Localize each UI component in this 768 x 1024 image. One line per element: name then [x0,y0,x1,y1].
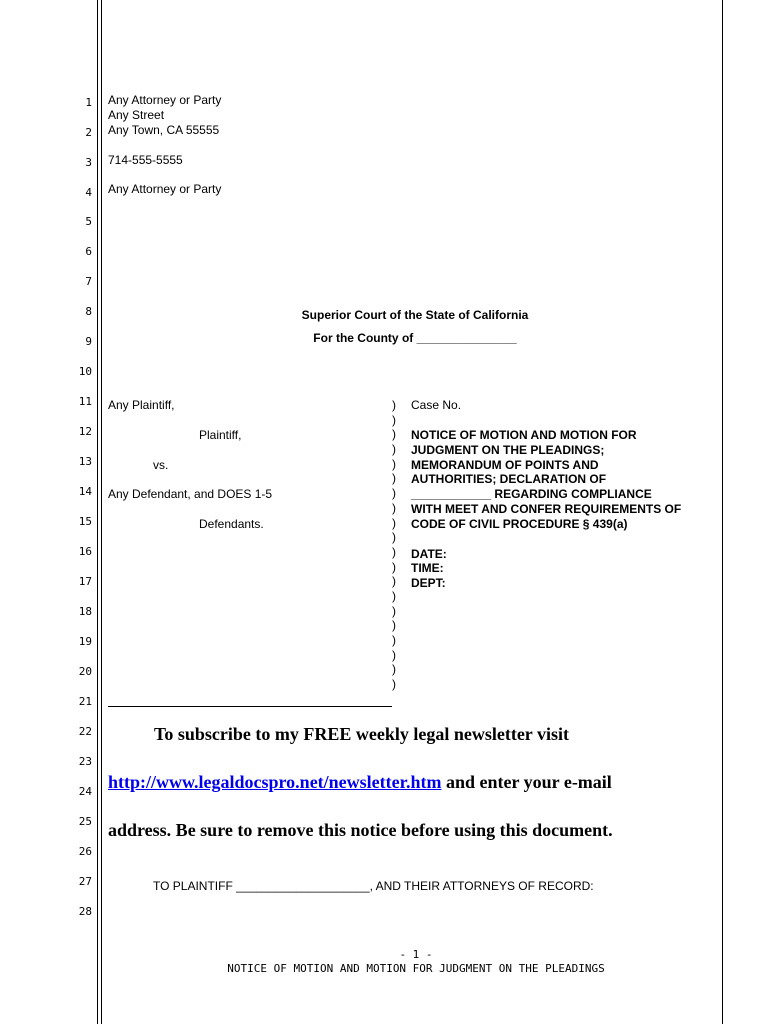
line-number: 20 [78,665,92,678]
attorney-street: Any Street [108,108,165,122]
court-name: Superior Court of the State of California [301,308,529,322]
line-number: 21 [78,695,92,708]
title-line: WITH MEET AND CONFER REQUIREMENTS OF [411,501,682,516]
defendant-role: Defendants. [199,517,264,531]
line-number: 17 [78,575,92,588]
footer-title: NOTICE OF MOTION AND MOTION FOR JUDGMENT ON THE PLEADINGS [227,962,605,975]
line-number: 11 [78,395,92,408]
notice-line-1: To subscribe to my FREE weekly legal newsletter visit [154,724,569,744]
attorney-for: Any Attorney or Party [108,182,222,196]
title-line: NOTICE OF MOTION AND MOTION FOR [411,428,637,442]
title-line: MEMORANDUM OF POINTS AND [411,457,599,472]
line-number: 22 [78,725,92,738]
attorney-phone: 714-555-5555 [108,153,183,167]
hearing-date-label: DATE: [411,547,447,561]
notice-line-3: address. Be sure to remove this notice before using this document. [108,820,613,840]
left-margin-rule-inner [101,0,102,1024]
line-number: 28 [78,905,92,918]
title-line: JUDGMENT ON THE PLEADINGS; [411,442,605,457]
title-line: CODE OF CIVIL PROCEDURE § 439(a) [411,516,628,531]
line-number: 10 [78,365,92,378]
line-number: 24 [78,785,92,798]
line-number: 13 [78,455,92,468]
line-number: 25 [78,815,92,828]
plaintiff-role: Plaintiff, [199,428,242,442]
notice-line-2-text: and enter your e-mail [441,772,612,792]
line-number: 18 [78,605,92,618]
title-line: ____________ REGARDING COMPLIANCE [411,487,652,502]
plaintiff-name: Any Plaintiff, [108,398,175,412]
body-address-line: TO PLAINTIFF ____________________, AND THEIR ATTORNEYS OF RECORD: [153,879,594,893]
attorney-name: Any Attorney or Party [108,93,222,107]
line-number: 14 [78,485,92,498]
line-number: 15 [78,515,92,528]
line-number: 3 [85,156,92,169]
document-title [411,428,681,531]
case-number-label: Case No. [411,398,462,412]
hearing-time-label: TIME: [411,561,444,575]
footer-page-number: - 1 - [399,948,433,961]
caption-underline [108,706,392,707]
right-margin-rule [722,0,723,1024]
line-number: 27 [78,875,92,888]
line-number: 26 [78,845,92,858]
line-number: 2 [85,126,92,139]
versus: vs. [153,458,169,472]
line-number: 4 [85,186,92,199]
notice-line-2 [108,772,612,792]
line-number: 6 [85,245,92,258]
defendant-name: Any Defendant, and DOES 1-5 [108,487,273,501]
hearing-dept-label: DEPT: [411,576,446,590]
line-number: 8 [85,305,92,318]
court-county: For the County of _______________ [313,331,517,345]
newsletter-link[interactable]: http://www.legaldocspro.net/newsletter.htm [108,772,442,792]
caption-divider: ) ) ) ) ) ) ) ) ) ) ) ) ) ) ) ) ) ) ) ) [392,398,396,692]
line-number: 16 [78,545,92,558]
title-line: AUTHORITIES; DECLARATION OF [411,472,607,487]
line-number: 19 [78,635,92,648]
line-number: 5 [85,215,92,228]
line-number: 9 [85,335,92,348]
line-number: 12 [78,425,92,438]
attorney-city: Any Town, CA 55555 [108,123,220,137]
line-number: 1 [85,96,92,109]
line-number: 7 [85,275,92,288]
line-number: 23 [78,755,92,768]
left-margin-rule-outer [97,0,98,1024]
